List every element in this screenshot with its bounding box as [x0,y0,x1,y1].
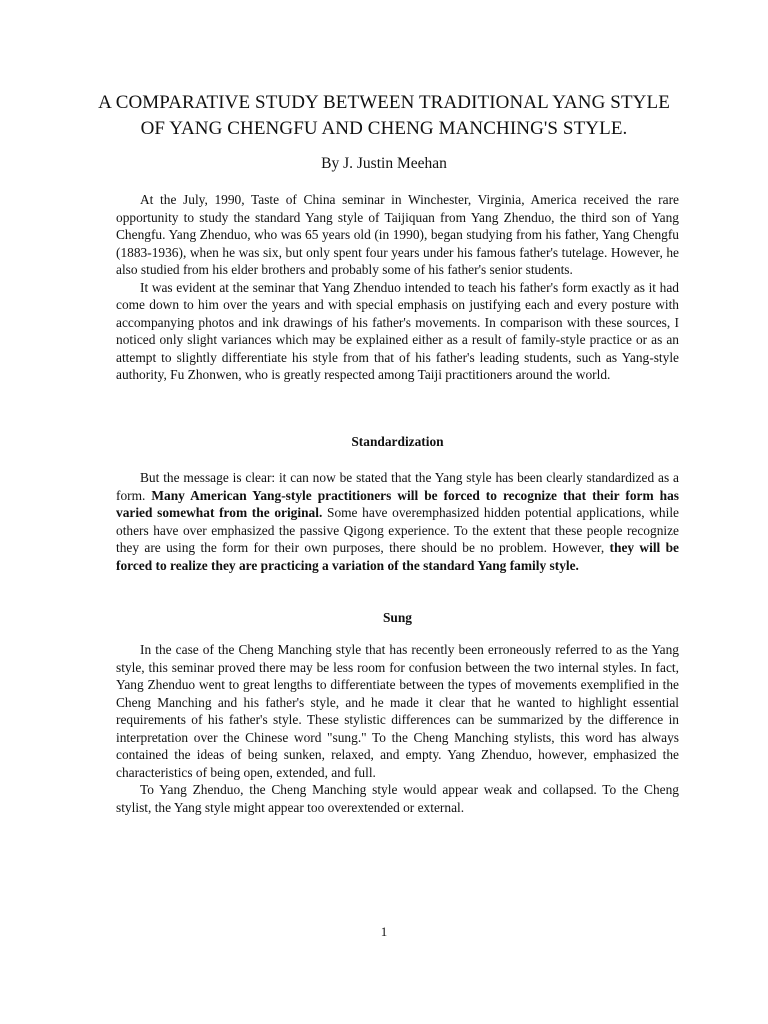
standardization-emphasis-2: they will be forced to realize they are practicing a variation of the standard Yang family style. [116,540,679,573]
standardization-text-1: But the message is clear: it can now be stated that the Yang style has been clearly standardized as a form. [116,470,679,503]
page-number: 1 [380,924,388,939]
standardization-paragraph [116,469,679,574]
standardization-heading: Standardization [351,434,444,449]
standardization-section [116,469,679,574]
document-title: A COMPARATIVE STUDY BETWEEN TRADITIONAL YANG STYLE OF YANG CHENGFU AND CHENG MANCHING'S STYLE. [98,92,670,139]
sung-section [116,641,679,816]
sung-paragraph-2: To Yang Zhenduo, the Cheng Manching style would appear weak and collapsed. To the Cheng stylist, the Yang style might appear too overextended or external. [116,782,679,815]
standardization-emphasis-1: Many American Yang-style practitioners will be forced to recognize that their form has varied somewhat from the original. [116,487,679,520]
intro-section [116,191,679,384]
intro-paragraph-1: At the July, 1990, Taste of China seminar in Winchester, Virginia, America received the rare opportunity to study the standard Yang style of Taijiquan from Yang Zhenduo, the third son of Yang Chengfu. Yang Zhenduo, who was 65 years old (in 1990), began studying from his father, Yang Chengfu (1883-1936), when he was six, but only spent four years under his famous father's tutelage. However, he also studied from his elder brothers and probably some of his father's senior students. [116,192,679,277]
sung-paragraph-1: In the case of the Cheng Manching style that has recently been erroneously referred to as the Yang style, this seminar proved there may be less room for confusion between the two internal styles. In fact, Yang Zhenduo went to great lengths to differentiate between the types of movements exemplified in the Cheng Manching and his father's style, and he made it clear that he wanted to highlight essential requirements of his father's style. These stylistic differences can be summarized by the difference in interpretation over the Chinese word "sung." To the Cheng Manching stylists, this word has always contained the ideas of being sunken, relaxed, and empty. Yang Zhenduo, however, emphasized the characteristics of being open, extended, and full. [116,642,679,780]
sung-heading: Sung [382,610,413,625]
intro-paragraph-2: It was evident at the seminar that Yang Zhenduo intended to teach his father's form exactly as it had come down to him over the years and with special emphasis on justifying each and every posture with accompanying photos and ink drawings of his father's movements. In comparison with these sources, I noticed only slight variances which may be explained either as a result of family-style practice or as an attempt to slightly differentiate his style from that of his father's leading students, such as Yang-style authority, Fu Zhonwen, who is greatly respected among Taiji practitioners around the world. [116,279,679,382]
standardization-text-2: Some have overemphasized hidden potential applications, while others have over emphasized the passive Qigong experience. To the extent that these people recognize they are using the form for their own purposes, there should be no problem. However, [116,505,679,555]
author-line: By J. Justin Meehan [321,155,447,172]
